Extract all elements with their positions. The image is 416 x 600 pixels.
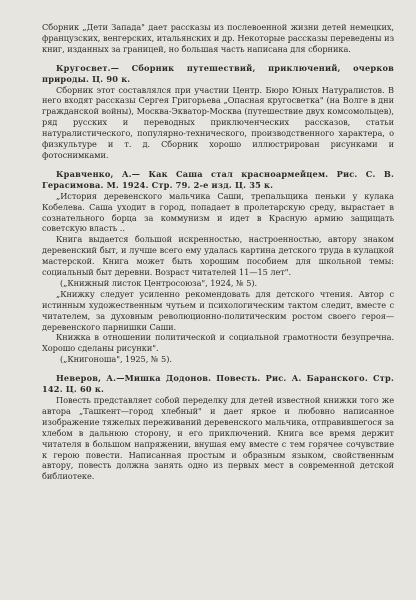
- review-source: („Книжный листок Центросоюза", 1924, № 5).: [60, 277, 258, 288]
- review-quote: „Книжку следует усиленно рекомендовать для детского чтения. Автор с истинным художественным чутьем и психологическим тактом следит, вместе с читателем, за духовным революционно-политическим ростом своего героя—деревенского парнишки Саши.: [42, 288, 394, 332]
- review-quote: Книга выдается большой искренностью, настроенностью, автору знаком деревенский быт, и лучше всего ему удалась картина детского труда в кулацкой мастерской. Книга может быть хорошим пособием для школьной темы: социальный быт деревни. Возраст читателей 11—15 лет".: [42, 234, 394, 278]
- entry-description: Сборник этот составлялся при участии Центр. Бюро Юных Натуралистов. В него входят рассказы Сергея Григорьева „Опасная кругосветка" (на Волге в дни гражданской войны), Москва-Экватор-Москва (путешествие двух комсомольцев), ряд русских и переводных приключенческих рассказов, статьи натуралистического, популярно-технического, производственного характера, о физкультуре и т. д. Сборник хорошо иллюстрирован рисунками и фотоснимками.: [42, 84, 394, 160]
- review-source: („Книгоноша", 1925, № 5).: [60, 354, 172, 365]
- entry-kravchenko: [42, 169, 394, 365]
- entry-heading: Кравченко, А.— Как Саша стал красноармейцем. Рис. С. В. Герасимова. М. 1924. Стр. 79. 2-е изд. Ц. 35 к.: [42, 168, 394, 190]
- review-quote: „История деревенского мальчика Саши, трепальщика пеньки у кулака Кобелева. Саша уходит в город, попадает в пролетарскую среду, вырастает в сознательного борца за коммунизм и идет в Красную армию защищать советскую власть ..: [42, 190, 394, 234]
- entry-description: Повесть представляет собой переделку для детей известной книжки того же автора „Ташкент—город хлебный" и дает яркое и любовно написанное изображение тяжелых переживаний деревенского мальчика, отправившегося за хлебом в дальнюю сторону, и его приключений. Книга все время держит читателя в большом напряжении, внушая ему вместе с тем горячее сочувствие к герою повести. Написанная простым и образным языком, свойственным автору, повесть должна занять одно из первых мест в современной детской библиотеке.: [42, 395, 394, 482]
- entry-neverov: [42, 373, 394, 482]
- page-text: [42, 22, 394, 482]
- entry-heading: Кругосвет.— Сборник путешествий, приключений, очерков природы. Ц. 90 к.: [42, 62, 394, 84]
- review-quote: Книжка в отношении политической и социальной грамотности безупречна. Хорошо сделаны рисунки".: [42, 332, 394, 354]
- entry-heading: Неверов, А.—Мишка Додонов. Повесть. Рис. А. Баранского. Стр. 142. Ц. 60 к.: [42, 373, 394, 395]
- entry-krugosvet: [42, 63, 394, 161]
- intro-paragraph: Сборник „Дети Запада" дает рассказы из послевоенной жизни детей немецких, французских, венгерских, итальянских и др. Некоторые рассказы переведены из книг, изданных за границей, но большая часть написана для сборника.: [42, 22, 394, 54]
